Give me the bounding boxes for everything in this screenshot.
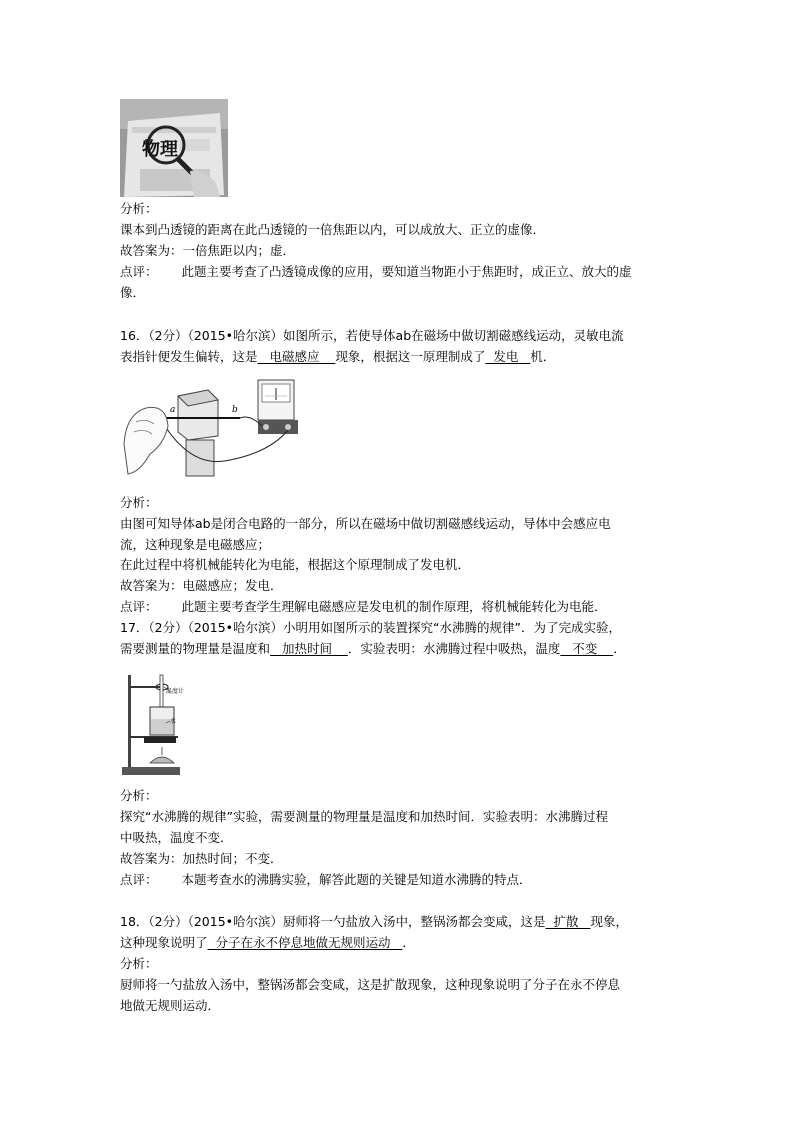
b15-answer: 故答案为：一倍焦距以内；虚． bbox=[120, 243, 296, 258]
label-b: b bbox=[232, 405, 238, 415]
q18-text-a: 18．（2分）（2015•哈尔滨）厨师将一勺盐放入汤中，整锅汤都会变咸，这是 bbox=[120, 914, 546, 929]
b15-analysis-label: 分析： bbox=[120, 201, 158, 216]
book-title-text: 物理 bbox=[142, 139, 178, 160]
b17-comment-text: 本题考查水的沸腾实验，解答此题的关键是知道水沸腾的特点． bbox=[181, 872, 532, 887]
b16-analysis-3: 在此过程中将机械能转化为电能，根据这个原理制成了发电机． bbox=[120, 557, 471, 572]
q17-blank1-text: 加热时间 bbox=[281, 641, 332, 656]
b18-analysis-1: 厨师将一勺盐放入汤中，整锅汤都会变咸，这是扩散现象，这种现象说明了分子在永不停息 bbox=[120, 977, 621, 992]
b16-analysis-1: 由图可知导体ab是闭合电路的一部分，所以在磁场中做切割磁感线运动，导体中会感应电 bbox=[120, 516, 611, 531]
induction-figure bbox=[120, 374, 302, 484]
q16-blank2-text: 发电 bbox=[493, 349, 519, 364]
q18-line2 bbox=[120, 935, 415, 951]
q16-blank1-text: 电磁感应 bbox=[269, 349, 320, 364]
q17-blank2 bbox=[560, 641, 613, 656]
q16-blank1 bbox=[258, 349, 336, 364]
b17-comment bbox=[120, 872, 532, 888]
q16-line1: 16．（2分）（2015•哈尔滨）如图所示，若使导体ab在磁场中做切割磁感线运动，灵敏电流 bbox=[120, 328, 624, 343]
b15-comment-2: 像． bbox=[120, 285, 146, 300]
q18-blank1-text: 扩散 bbox=[553, 914, 579, 929]
boiling-apparatus-figure bbox=[120, 665, 185, 777]
b16-comment bbox=[120, 599, 607, 615]
q18-text-d: ． bbox=[402, 935, 415, 950]
q18-blank2-text: 分子在永不停息地做无规则运动 bbox=[215, 935, 391, 950]
b18-analysis-2: 地做无规则运动． bbox=[120, 998, 221, 1013]
q16-blank2 bbox=[485, 349, 530, 364]
b16-analysis-label: 分析： bbox=[120, 495, 158, 510]
q18-line1 bbox=[120, 914, 628, 930]
label-thermometer: 温度计 bbox=[166, 688, 185, 695]
q17-line2 bbox=[120, 641, 626, 657]
b15-comment-1: 此题主要考查了凸透镜成像的应用，要知道当物距小于焦距时，成正立、放大的虚 bbox=[181, 264, 632, 279]
magnifier-photo bbox=[120, 99, 228, 197]
q17-text-a: 需要测量的物理量是温度和 bbox=[120, 641, 271, 656]
b15-comment-label: 点评： bbox=[120, 264, 158, 279]
b17-analysis-2: 中吸热，温度不变． bbox=[120, 830, 233, 845]
b16-comment-text: 此题主要考查学生理解电磁感应是发电机的制作原理，将机械能转化为电能． bbox=[181, 599, 607, 614]
q18-blank1 bbox=[546, 914, 591, 929]
q18-text-b: 现象， bbox=[590, 914, 628, 929]
label-water: 水 bbox=[170, 718, 177, 725]
b15-comment-line1 bbox=[120, 264, 632, 280]
q17-blank2-text: 不变 bbox=[572, 641, 598, 656]
b16-comment-label: 点评： bbox=[120, 599, 158, 614]
label-a: a bbox=[170, 405, 176, 415]
q17-line1: 17．（2分）（2015•哈尔滨）小明用如图所示的装置探究“水沸腾的规律”．为了完成实验， bbox=[120, 620, 621, 635]
q17-blank1 bbox=[270, 641, 348, 656]
b16-analysis-2: 流，这种现象是电磁感应； bbox=[120, 537, 271, 552]
b16-answer: 故答案为：电磁感应；发电． bbox=[120, 578, 283, 593]
q17-text-b: ．实验表明：水沸腾过程中吸热，温度 bbox=[347, 641, 561, 656]
q16-text-c: 机． bbox=[530, 349, 556, 364]
b17-analysis-label: 分析： bbox=[120, 788, 158, 803]
b17-comment-label: 点评： bbox=[120, 872, 158, 887]
q16-line2 bbox=[120, 349, 555, 365]
q18-text-c: 这种现象说明了 bbox=[120, 935, 208, 950]
q18-blank2 bbox=[208, 935, 403, 950]
b18-analysis-label: 分析： bbox=[120, 956, 158, 971]
b17-analysis-1: 探究“水沸腾的规律”实验，需要测量的物理量是温度和加热时间．实验表明：水沸腾过程 bbox=[120, 809, 608, 824]
b17-answer: 故答案为：加热时间；不变． bbox=[120, 851, 283, 866]
q16-text-b: 现象，根据这一原理制成了 bbox=[335, 349, 486, 364]
b15-analysis: 课本到凸透镜的距离在此凸透镜的一倍焦距以内，可以成放大、正立的虚像． bbox=[120, 222, 546, 237]
q17-text-c: ． bbox=[613, 641, 626, 656]
q16-text-a: 表指针便发生偏转，这是 bbox=[120, 349, 258, 364]
